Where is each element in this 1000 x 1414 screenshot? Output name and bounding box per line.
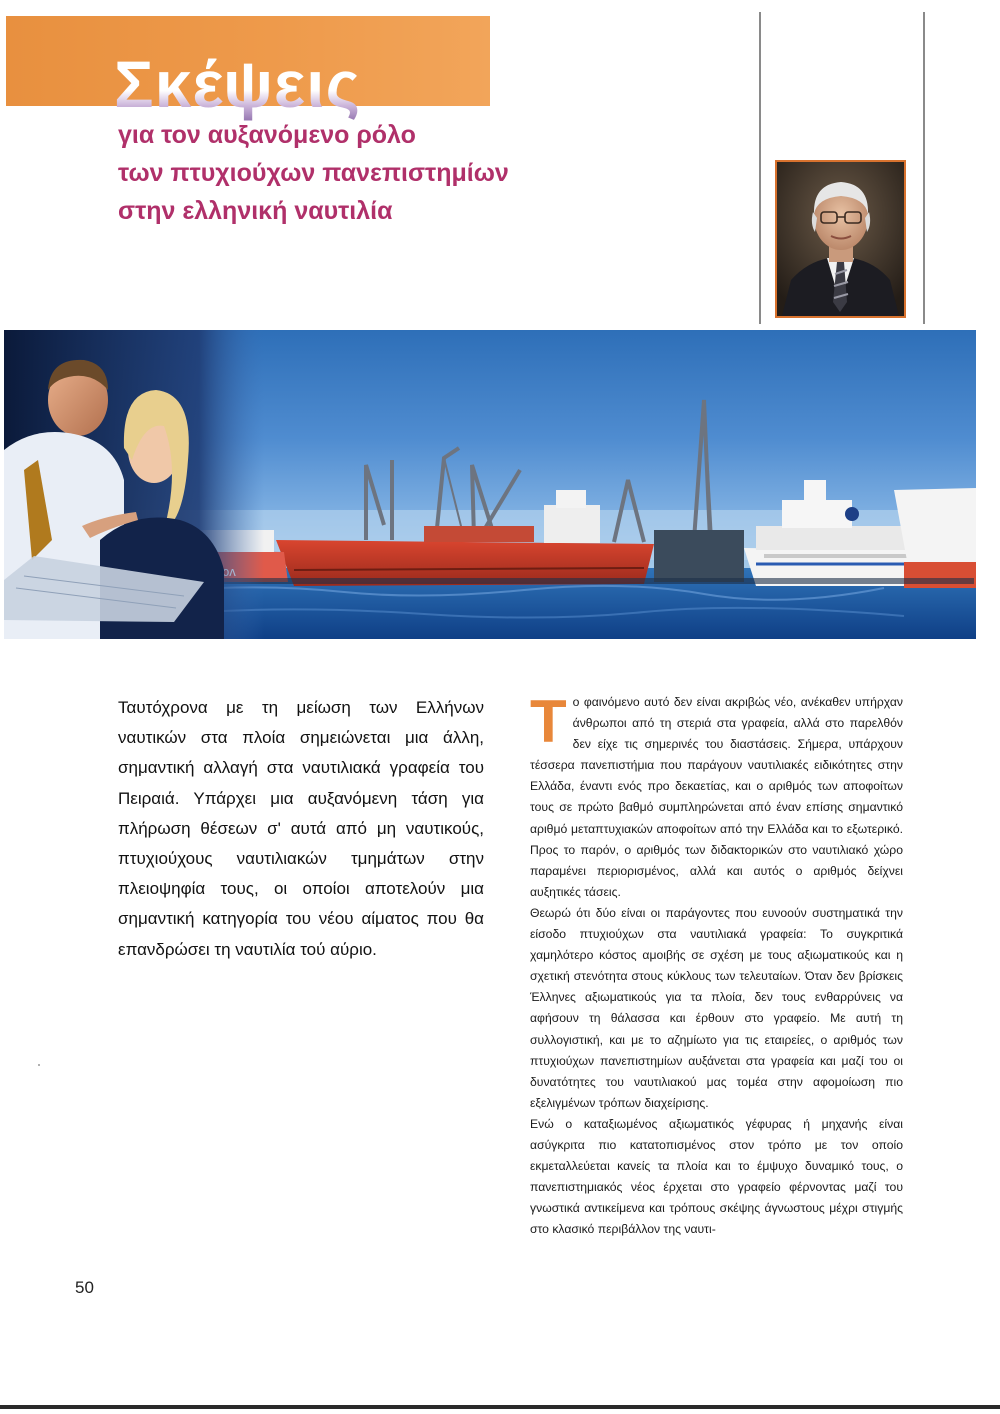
author-portrait bbox=[775, 160, 906, 318]
vertical-rule bbox=[923, 12, 925, 324]
subtitle-line: των πτυχιούχων πανεπιστημίων bbox=[118, 159, 509, 187]
body-paragraph: Θεωρώ ότι δύο είναι οι παράγοντες που ευνοούν συστηματικά την είσοδο πτυχιούχων στα ναυτιλιακά γραφεία: Το συγκριτικά χαμηλότερο κόστος αμοιβής σε σχέση με τους αξιωματικούς και η σχετική στενότητα στους κύκλους των τελευταίων. Όταν δεν βρίσκεις Έλληνες αξιωματικούς για τα πλοία, δεν τους ενθαρρύνεις να αφήσουν τη θάλασσα και έρθουν στο γραφείο. Με αυτή τη συλλογιστική, και με το αζημίωτο για τις εταιρείες, ο αριθμός των πτυχιούχων πανεπιστημίων αυξάνεται στα γραφεία και μαζί του οι δυνατότητες του ναυτιλιακού μας τομέα στην αφομοίωση πιο εξελιγμένων τρόπων διαχείρισης. bbox=[530, 905, 903, 1110]
page-number: 50 bbox=[75, 1278, 94, 1297]
bottom-rule bbox=[0, 1405, 1000, 1409]
subtitle-line: για τον αυξανόμενο ρόλο bbox=[118, 121, 416, 149]
lead-paragraph: Ταυτόχρονα με τη μείωση των Ελλήνων ναυτικών στα πλοία σημειώνεται μια άλλη, σημαντική αλλαγή στα ναυτιλιακά γραφεία του Πειραιά. Υπάρχει μια αυξανόμενη τάση για πλήρωση θέσεων σ' αυτά από μη ναυτικούς, πτυχιούχους ναυτιλιακών τμημάτων στην πλειοψηφία τους, οι οποίοι αποτελούν μια σημαντική κατηγορία του νέου αίματος που θα επανδρώσει τη ναυτιλία τού αύριο. bbox=[118, 698, 484, 959]
body-paragraph bbox=[530, 688, 903, 903]
body-paragraph-text: ο φαινόμενο αυτό δεν είναι ακριβώς νέο, ανέκαθεν υπήρχαν άνθρωποι από τη στεριά στα γραφεία, αλλά στο παρελθόν δεν είχε τις σημερινές του διαστάσεις. Σήμερα, υπάρχουν τέσσερα πανεπιστήμια που παράγουν ναυτιλιακές ειδικότητες στην Ελλάδα, έναντι ενός προ δεκαετίας, και ο αριθμός των αποφοίτων τους σε πρώτο βαθμό συμπληρώνεται από έναν επίσης σημαντικό αριθμό μεταπτυχιακών αποφοίτων από την Ελλάδα και το εξωτερικό. Προς το παρόν, ο αριθμός των διδακτορικών στο ναυτιλιακό χώρο παραμένει περιορισμένος, αλλά και αυτός ο αριθμός δείχνει αυξητικές τάσεις. bbox=[530, 695, 903, 899]
scan-speck bbox=[38, 1064, 40, 1066]
vertical-rule bbox=[759, 12, 761, 324]
hero-photo bbox=[4, 330, 976, 639]
harbor-illustration bbox=[4, 330, 976, 639]
author-portrait-image bbox=[777, 162, 904, 316]
subtitle bbox=[118, 116, 538, 230]
drop-cap: Τ bbox=[530, 688, 567, 755]
headline: Σκέψεις bbox=[114, 44, 361, 124]
subtitle-line: στην ελληνική ναυτιλία bbox=[118, 197, 393, 225]
body-column bbox=[530, 688, 903, 1240]
body-paragraph: Ενώ ο καταξιωμένος αξιωματικός γέφυρας ή μηχανής είναι ασύγκριτα πιο κατατοπισμένος στον τρόπο με τον οποίο εκμεταλλεύεται κανείς τα πλοία και το έμψυχο δυναμικό τους, ο πανεπιστημιακός νέος έρχεται στο γραφείο φέρνοντας μαζί του γνωστικά αντικείμενα και τρόπους σκέψης άγνωστους μέχρι στιγμής στο κλασικό περιβάλλον της ναυτι- bbox=[530, 1116, 903, 1237]
